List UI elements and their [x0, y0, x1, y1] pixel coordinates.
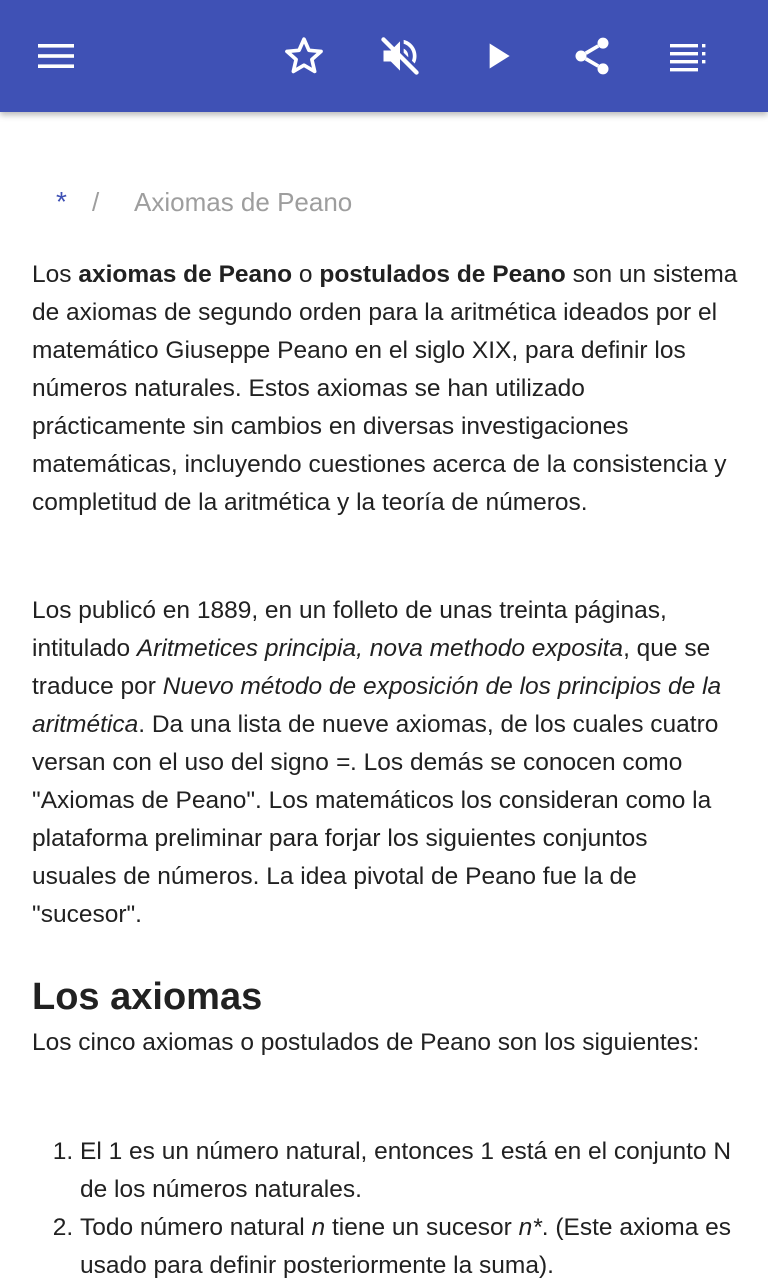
text: Todo número natural [80, 1214, 312, 1241]
contents-button[interactable] [660, 28, 716, 84]
italic-var: n [311, 1214, 326, 1241]
volume-off-icon [378, 34, 422, 78]
share-icon [570, 34, 614, 78]
list-item [80, 1209, 738, 1285]
text: o [292, 261, 320, 288]
breadcrumb-home-link[interactable]: * [56, 186, 67, 217]
text: . (Este axioma es usado para definir posteriormente la suma). [80, 1214, 732, 1279]
italic-var: n* [518, 1214, 542, 1241]
star-icon [282, 34, 326, 78]
equals-sign: = [335, 749, 351, 776]
history-paragraph [32, 592, 738, 934]
play-icon [478, 36, 518, 76]
favorite-button[interactable] [276, 28, 332, 84]
play-button[interactable] [470, 28, 526, 84]
text: . Da una lista de nueve axiomas, de los cuales cuatro versan con el uso del signo [32, 711, 719, 776]
breadcrumb-current: Axiomas de Peano [134, 186, 353, 217]
italic-title: Nuevo método de exposición de los principios de la aritmética [32, 673, 722, 738]
text: son un sistema de axiomas de segundo orden para la aritmética ideados por el matemático Giuseppe Peano en el siglo XIX, para definir los números naturales. Estos axiomas se han utilizado prácticamente sin cambios en diversas investigaciones matemáticas, incluyendo cuestiones acerca de la consistencia y completitud de la aritmética y la teoría de números. [32, 261, 738, 516]
breadcrumb-separator: / [92, 186, 100, 217]
list-item-text: El 1 es un número natural, entonces 1 está en el conjunto N de los números naturales. [80, 1138, 732, 1203]
text: . Los demás se conocen como "Axiomas de Peano". Los matemáticos los consideran como la plataforma preliminar para forjar los siguientes conjuntos usuales de números. La idea pivotal de Peano fue la de "sucesor". [32, 749, 712, 928]
menu-button[interactable] [28, 28, 84, 84]
breadcrumb [56, 182, 352, 222]
mute-button[interactable] [372, 28, 428, 84]
app-bar [0, 0, 768, 112]
intro-paragraph [32, 256, 738, 522]
text: Los publicó en 1889, en un folleto de unas treinta páginas, intitulado [32, 597, 667, 662]
axioms-list [32, 1133, 738, 1285]
text: tiene un sucesor [325, 1214, 519, 1241]
bold-term: postulados de Peano [319, 261, 566, 288]
text: , que se traduce por [32, 635, 711, 700]
bold-term: axiomas de Peano [78, 261, 293, 288]
italic-title: Aritmetices principia, nova methodo exposita [136, 635, 624, 662]
list-item [80, 1133, 738, 1209]
section-heading: Los axiomas [32, 976, 263, 1018]
playlist-icon [668, 36, 708, 76]
section-intro: Los cinco axiomas o postulados de Peano son los siguientes: [32, 1029, 700, 1056]
share-button[interactable] [564, 28, 620, 84]
text: Los [32, 261, 79, 288]
menu-icon [36, 36, 76, 76]
